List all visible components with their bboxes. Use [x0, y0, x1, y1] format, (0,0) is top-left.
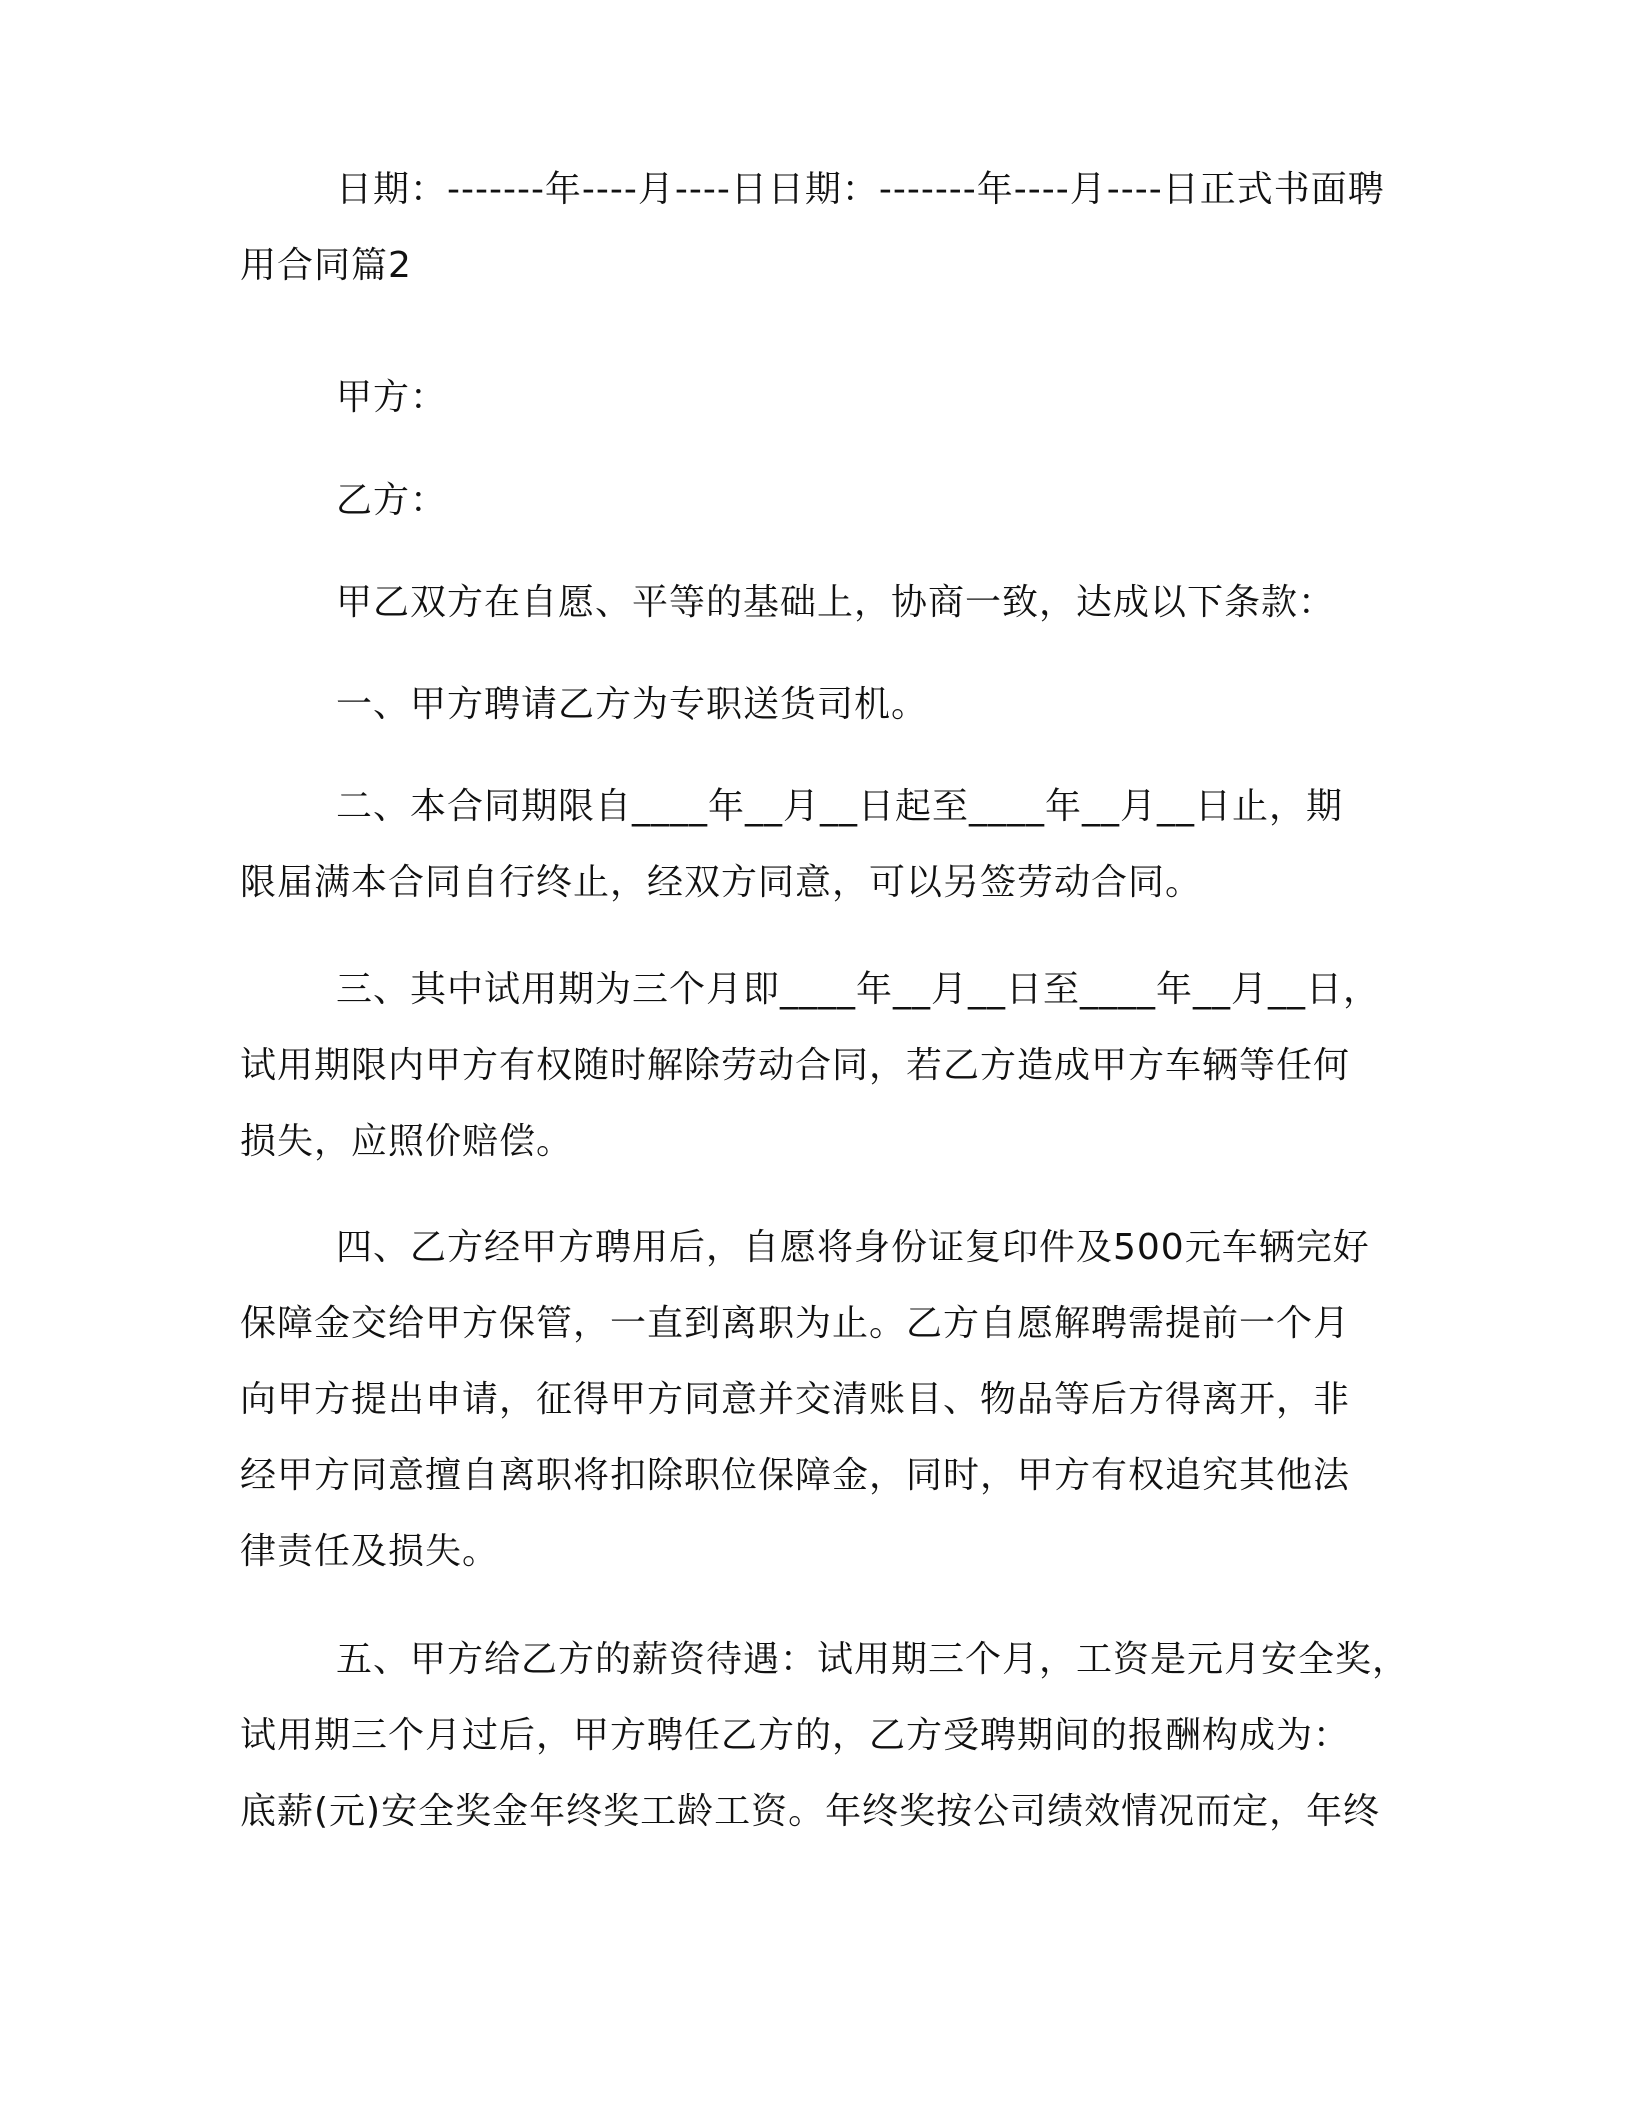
text-line: 四、乙方经甲方聘用后，自愿将身份证复印件及500元车辆完好 — [336, 1227, 1370, 1268]
text-line: 乙方： — [336, 480, 448, 521]
text-line: 一、甲方聘请乙方为专职送货司机。 — [336, 684, 929, 725]
paragraph-clause-5 — [240, 1622, 1410, 1850]
paragraph-party-a — [240, 360, 1400, 436]
paragraph-party-b — [240, 463, 1400, 539]
text-line: 三、其中试用期为三个月即____年__月__日至____年__月__日， — [336, 969, 1381, 1010]
text-line: 二、本合同期限自____年__月__日起至____年__月__日止，期 — [336, 786, 1344, 827]
text-line: 损失，应照价赔偿。 — [240, 1121, 574, 1162]
text-line: 甲方： — [336, 377, 448, 418]
text-line: 试用期限内甲方有权随时解除劳动合同，若乙方造成甲方车辆等任何 — [240, 1045, 1351, 1086]
text-line: 向甲方提出申请，征得甲方同意并交清账目、物品等后方得离开，非 — [240, 1379, 1351, 1420]
paragraph-preamble — [240, 565, 1400, 641]
text-line: 用合同篇2 — [240, 245, 412, 286]
text-line: 限届满本合同自行终止，经双方同意，可以另签劳动合同。 — [240, 862, 1203, 903]
text-line: 日期：-------年----月----日日期：-------年----月----日正式书面聘 — [336, 169, 1385, 210]
paragraph-clause-1 — [240, 667, 1400, 743]
text-line: 保障金交给甲方保管，一直到离职为止。乙方自愿解聘需提前一个月 — [240, 1303, 1351, 1344]
paragraph-clause-3 — [240, 952, 1400, 1180]
text-line: 试用期三个月过后，甲方聘任乙方的，乙方受聘期间的报酬构成为： — [240, 1715, 1351, 1756]
paragraph-clause-4 — [240, 1210, 1400, 1590]
text-line: 经甲方同意擅自离职将扣除职位保障金，同时，甲方有权追究其他法 — [240, 1455, 1351, 1496]
text-line: 甲乙双方在自愿、平等的基础上，协商一致，达成以下条款： — [336, 582, 1336, 623]
text-line: 五、甲方给乙方的薪资待遇：试用期三个月，工资是元月安全奖， — [336, 1639, 1410, 1680]
text-line: 底薪(元)安全奖金年终奖工龄工资。年终奖按公司绩效情况而定，年终 — [240, 1791, 1381, 1832]
paragraph-date-and-title — [240, 152, 1400, 304]
paragraph-clause-2 — [240, 769, 1400, 921]
text-line: 律责任及损失。 — [240, 1531, 500, 1572]
